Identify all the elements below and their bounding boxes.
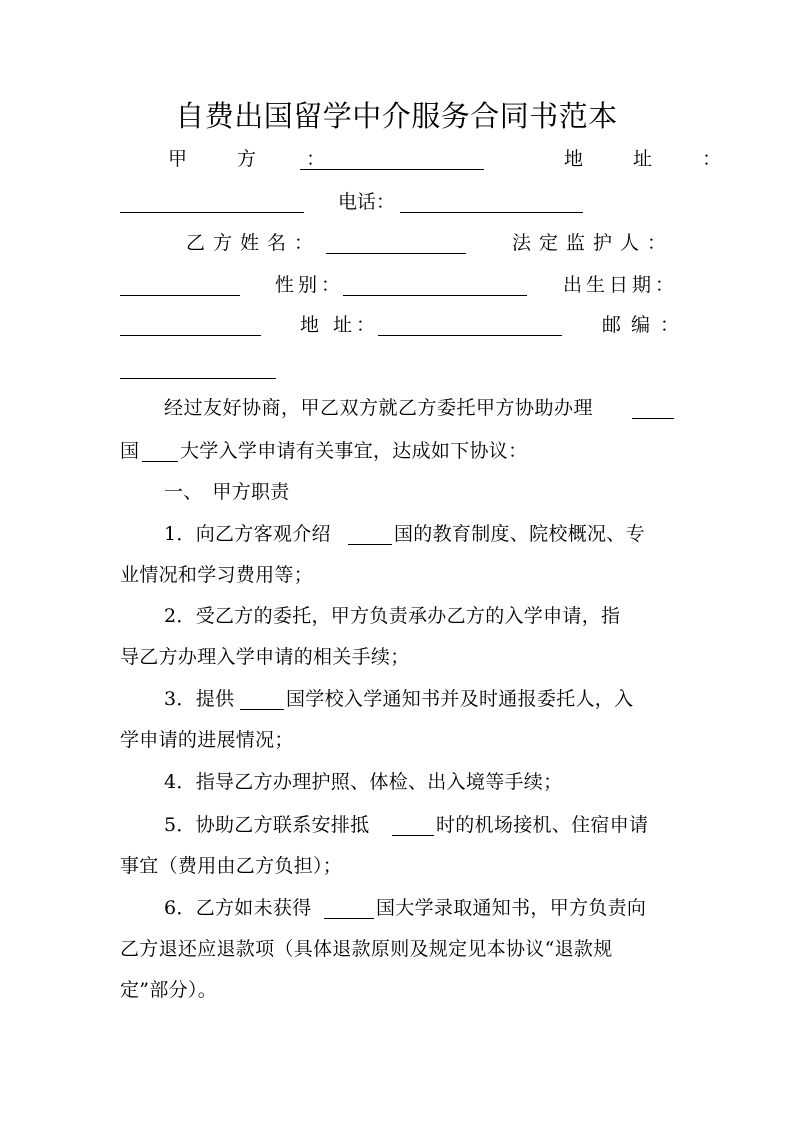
item-2-line-2: 导乙方办理入学申请的相关手续； <box>120 646 410 668</box>
item-5-line-2: 事宜（费用由乙方负担）； <box>120 855 343 877</box>
document-title: 自费出国留学中介服务合同书范本 <box>175 99 618 133</box>
gender-blank <box>343 295 527 296</box>
item-5-line-1: 5．协助乙方联系安排抵 时的机场接机、住宿申请 <box>164 814 649 836</box>
birthdate-label: 出生日期： <box>563 274 679 296</box>
party-b-name-label: 乙方姓名： <box>186 232 322 254</box>
guardian-blank <box>120 295 240 296</box>
header-line-3 <box>120 224 675 262</box>
item-1-line-1: 1．向乙方客观介绍 国的教育制度、院校概况、专 <box>164 523 645 545</box>
intro-country-blank <box>632 418 674 419</box>
intro-university-blank <box>142 461 178 462</box>
item-6-blank <box>324 918 374 919</box>
item-6-line-2: 乙方退还应退款项（具体退款原则及规定见本协议“退款规 <box>120 938 613 960</box>
header-line-4 <box>120 266 679 304</box>
address-blank-1 <box>120 212 304 213</box>
party-b-name-blank <box>326 253 466 254</box>
postcode-blank <box>120 378 276 379</box>
intro-line-1: 经过友好协商，甲乙双方就乙方委托甲方协助办理 <box>120 388 680 429</box>
item-6-line-3: 定”部分）。 <box>120 979 218 1001</box>
item-6-line-1: 6．乙方如未获得 国大学录取通知书，甲方负责向 <box>164 897 647 919</box>
header-line-2 <box>120 183 675 221</box>
party-a-label: 甲 方 ： <box>168 148 348 170</box>
phone-label: 电话： <box>338 191 396 213</box>
party-a-blank <box>300 169 484 170</box>
item-3-line-1: 3．提供 国学校入学通知书并及时通报委托人，入 <box>164 688 634 710</box>
item-1-blank <box>348 544 392 545</box>
header-line-6 <box>120 349 675 387</box>
intro-line-2: 国 大学入学申请有关事宜，达成如下协议： <box>120 440 528 462</box>
birthdate-blank <box>120 335 261 336</box>
phone-blank <box>400 212 583 213</box>
address-blank-2 <box>378 335 562 336</box>
item-3-line-2: 学申请的进展情况； <box>120 729 294 751</box>
gender-label: 性别： <box>275 274 345 296</box>
section-1-heading: 一、 甲方职责 <box>164 481 290 503</box>
item-5-blank <box>392 835 434 836</box>
item-3-blank <box>240 709 284 710</box>
postcode-label: 邮编： <box>602 314 690 336</box>
item-4-line-1: 4．指导乙方办理护照、体检、出入境等手续； <box>164 771 563 793</box>
address-label-1: 地 址 ： <box>564 148 744 170</box>
address-label-2: 地 址： <box>300 314 380 336</box>
item-2-line-1: 2．受乙方的委托，甲方负责承办乙方的入学申请，指 <box>164 605 621 627</box>
item-1-line-2: 业情况和学习费用等； <box>120 564 314 586</box>
header-line-5 <box>120 306 690 344</box>
guardian-label: 法定监护人： <box>512 232 675 254</box>
header-line-1 <box>120 140 744 178</box>
